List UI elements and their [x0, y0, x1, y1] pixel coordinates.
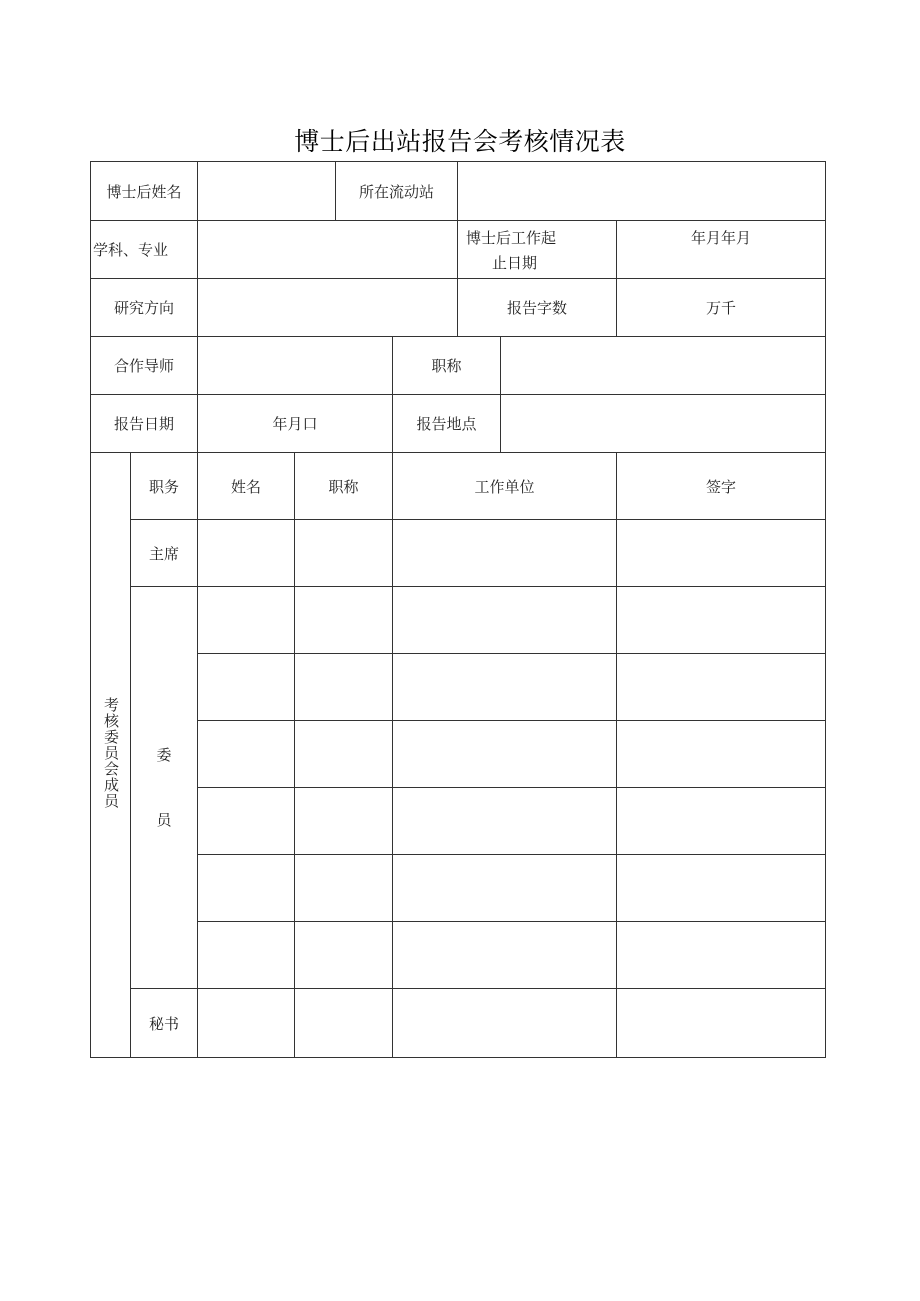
member-name-field[interactable] — [198, 788, 295, 855]
header-unit: 工作单位 — [393, 453, 617, 520]
member-title-field[interactable] — [295, 922, 393, 989]
period-label — [458, 221, 617, 279]
member-title-field[interactable] — [295, 855, 393, 922]
member-name-field[interactable] — [198, 654, 295, 721]
chair-name-field[interactable] — [198, 520, 295, 587]
member-unit-field[interactable] — [393, 587, 617, 654]
member-title-field[interactable] — [295, 654, 393, 721]
member-title-field[interactable] — [295, 587, 393, 654]
member-unit-field[interactable] — [393, 922, 617, 989]
member-unit-field[interactable] — [393, 788, 617, 855]
member-name-field[interactable] — [198, 721, 295, 788]
chair-signature-field[interactable] — [617, 520, 826, 587]
member-signature-field[interactable] — [617, 922, 826, 989]
member-unit-field[interactable] — [393, 654, 617, 721]
member-label — [131, 587, 198, 989]
member-signature-field[interactable] — [617, 855, 826, 922]
member-label-char1: 委 — [156, 745, 172, 764]
member-name-field[interactable] — [198, 855, 295, 922]
wordcount-label: 报告字数 — [458, 279, 617, 337]
member-signature-field[interactable] — [617, 587, 826, 654]
research-label: 研究方向 — [91, 279, 198, 337]
secretary-signature-field[interactable] — [617, 989, 826, 1058]
chair-title-field[interactable] — [295, 520, 393, 587]
date-field[interactable]: 年月口 — [198, 395, 393, 453]
secretary-title-field[interactable] — [295, 989, 393, 1058]
member-label-char2: 员 — [156, 810, 172, 829]
member-title-field[interactable] — [295, 721, 393, 788]
place-label: 报告地点 — [393, 395, 501, 453]
advisor-label: 合作导师 — [91, 337, 198, 395]
header-role: 职务 — [131, 453, 198, 520]
name-label: 博士后姓名 — [91, 162, 198, 221]
member-signature-field[interactable] — [617, 654, 826, 721]
page-title: 博士后出站报告会考核情况表 — [294, 127, 626, 156]
period-label-line1: 博士后工作起 — [466, 229, 557, 247]
member-title-field[interactable] — [295, 788, 393, 855]
wordcount-field[interactable]: 万千 — [617, 279, 826, 337]
research-field[interactable] — [198, 279, 458, 337]
period-field[interactable]: 年月年月 — [617, 221, 826, 279]
member-name-field[interactable] — [198, 922, 295, 989]
assessment-form — [90, 161, 826, 1058]
header-signature: 签字 — [617, 453, 826, 520]
discipline-label: 学科、专业 — [91, 221, 198, 279]
header-name: 姓名 — [198, 453, 295, 520]
station-field[interactable] — [458, 162, 826, 221]
chair-label: 主席 — [131, 520, 198, 587]
station-label: 所在流动站 — [336, 162, 458, 221]
committee-side-label-text: 考核委员会成员 — [102, 697, 120, 809]
date-label: 报告日期 — [91, 395, 198, 453]
name-field[interactable] — [198, 162, 336, 221]
secretary-name-field[interactable] — [198, 989, 295, 1058]
member-signature-field[interactable] — [617, 721, 826, 788]
committee-side-label — [91, 453, 131, 1058]
place-field[interactable] — [501, 395, 826, 453]
title-label: 职称 — [393, 337, 501, 395]
member-unit-field[interactable] — [393, 721, 617, 788]
chair-unit-field[interactable] — [393, 520, 617, 587]
member-name-field[interactable] — [198, 587, 295, 654]
member-signature-field[interactable] — [617, 788, 826, 855]
title-field[interactable] — [501, 337, 826, 395]
secretary-label: 秘书 — [131, 989, 198, 1058]
secretary-unit-field[interactable] — [393, 989, 617, 1058]
member-unit-field[interactable] — [393, 855, 617, 922]
header-title: 职称 — [295, 453, 393, 520]
discipline-field[interactable] — [198, 221, 458, 279]
period-label-line2: 止日期 — [492, 254, 538, 272]
advisor-field[interactable] — [198, 337, 393, 395]
